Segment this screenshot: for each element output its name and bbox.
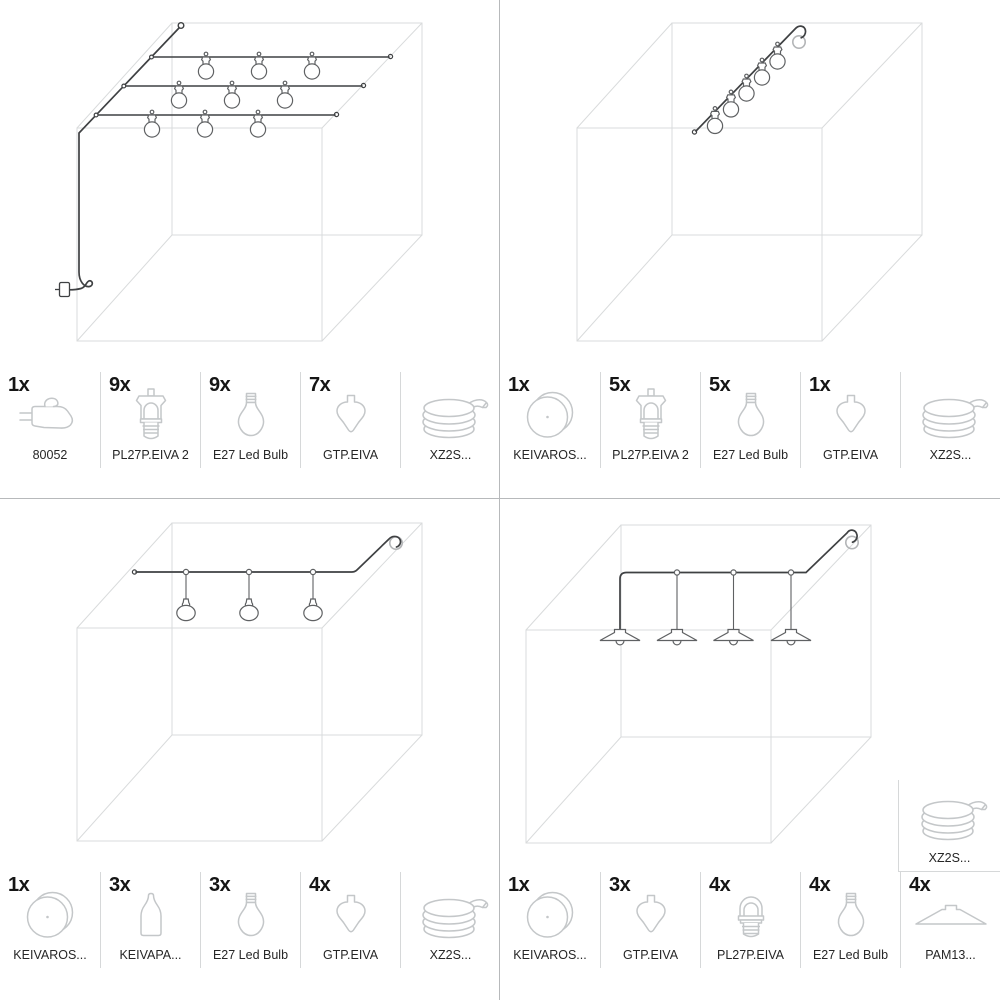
part-code: KEIVAROS... (13, 948, 87, 962)
part-code: XZ2S... (429, 948, 472, 962)
part-quantity: 1x (8, 874, 30, 896)
part-cell (800, 372, 900, 468)
plug-icon (0, 384, 100, 446)
room-wireframe (577, 23, 922, 341)
kit-quadrant-grid-string (0, 0, 500, 500)
festoon-bulbs (144, 52, 319, 137)
part-cell (898, 780, 1000, 872)
part-quantity: 4x (309, 874, 331, 896)
part-cell (400, 872, 500, 968)
festoon-bulbs (707, 42, 785, 133)
part-code: PL27P.EIVA 2 (112, 448, 189, 462)
pendant-drops (674, 570, 793, 630)
cable-coil-icon (901, 384, 1000, 446)
part-quantity: 4x (709, 874, 731, 896)
pendant-bulbs (177, 599, 322, 621)
quadrant-divider-vertical (499, 0, 500, 1000)
part-quantity: 3x (109, 874, 131, 896)
cable-grip-icon (601, 884, 700, 946)
part-code: PL27P.EIVA (717, 948, 784, 962)
part-quantity: 4x (809, 874, 831, 896)
dome-lamp-holder-icon (701, 884, 800, 946)
part-code: PL27P.EIVA 2 (612, 448, 689, 462)
cable-coil-icon (401, 384, 500, 446)
part-quantity: 7x (309, 374, 331, 396)
festoon-lamp-holder-icon (601, 384, 700, 446)
part-code: XZ2S... (928, 851, 971, 865)
kit-quadrant-diagonal-string (500, 0, 1000, 500)
led-bulb-icon (201, 884, 300, 946)
part-cell (100, 872, 200, 968)
parts-strip (0, 872, 500, 968)
part-cell (700, 872, 800, 968)
ceiling-rose-icon (0, 884, 100, 946)
part-cell (200, 872, 300, 968)
part-cell (900, 372, 1000, 468)
part-cell (800, 872, 900, 968)
part-cell (600, 872, 700, 968)
part-code: KEIVAROS... (513, 948, 587, 962)
part-cell (400, 372, 500, 468)
part-code: E27 Led Bulb (212, 448, 289, 462)
flat-shade-pendants (600, 630, 811, 645)
part-cell (200, 372, 300, 468)
parts-strip (0, 372, 500, 468)
led-bulb-icon (701, 384, 800, 446)
cable-grip-icon (801, 384, 900, 446)
part-cell (700, 372, 800, 468)
cable-coil-icon (899, 786, 1000, 848)
part-code: KEIVAPA... (119, 948, 182, 962)
installation-diagram (0, 500, 500, 872)
part-code: E27 Led Bulb (812, 948, 889, 962)
part-cell (100, 372, 200, 468)
part-code: PAM13... (925, 948, 976, 962)
part-quantity: 5x (709, 374, 731, 396)
cable-grip-icon (301, 384, 400, 446)
pendant-drops (183, 569, 315, 599)
part-quantity: 3x (609, 874, 631, 896)
parts-strip (500, 372, 1000, 468)
ceiling-rose-icon (500, 884, 600, 946)
flat-shade-icon (901, 884, 1000, 946)
festoon-lamp-holder-icon (101, 384, 200, 446)
part-cell (300, 872, 400, 968)
bottle-holder-icon (101, 884, 200, 946)
part-quantity: 1x (8, 374, 30, 396)
ceiling-rose-icon (500, 384, 600, 446)
installation-diagram (0, 0, 500, 372)
pendant-cable (620, 530, 857, 630)
part-quantity: 3x (209, 874, 231, 896)
wall-plug (55, 283, 70, 297)
part-quantity: 9x (209, 374, 231, 396)
parts-strip (500, 872, 1000, 968)
part-code: E27 Led Bulb (712, 448, 789, 462)
light-string-cable (70, 23, 393, 290)
part-quantity: 1x (508, 874, 530, 896)
part-cell (0, 372, 100, 468)
kit-quadrant-shade-pendants (500, 500, 1000, 1000)
part-code: E27 Led Bulb (212, 948, 289, 962)
installation-diagram (500, 0, 1000, 372)
part-code: 80052 (32, 448, 68, 462)
cable-grip-icon (301, 884, 400, 946)
part-cell (300, 372, 400, 468)
part-code: GTP.EIVA (622, 948, 679, 962)
part-quantity: 5x (609, 374, 631, 396)
room-wireframe (77, 23, 422, 341)
led-bulb-icon (201, 384, 300, 446)
part-code: GTP.EIVA (322, 948, 379, 962)
kit-quadrant-three-pendants (0, 500, 500, 1000)
part-code: KEIVAROS... (513, 448, 587, 462)
pendant-cable (132, 536, 400, 574)
led-bulb-icon (801, 884, 900, 946)
part-code: GTP.EIVA (322, 448, 379, 462)
part-code: XZ2S... (929, 448, 972, 462)
part-quantity: 4x (909, 874, 931, 896)
part-cell (0, 872, 100, 968)
part-code: GTP.EIVA (822, 448, 879, 462)
part-cell (500, 372, 600, 468)
part-quantity: 1x (508, 374, 530, 396)
part-cell (600, 372, 700, 468)
part-cell (900, 872, 1000, 968)
part-quantity: 9x (109, 374, 131, 396)
part-quantity: 1x (809, 374, 831, 396)
cable-coil-icon (401, 884, 500, 946)
part-code: XZ2S... (429, 448, 472, 462)
quadrant-divider-horizontal (0, 498, 1000, 499)
part-cell (500, 872, 600, 968)
